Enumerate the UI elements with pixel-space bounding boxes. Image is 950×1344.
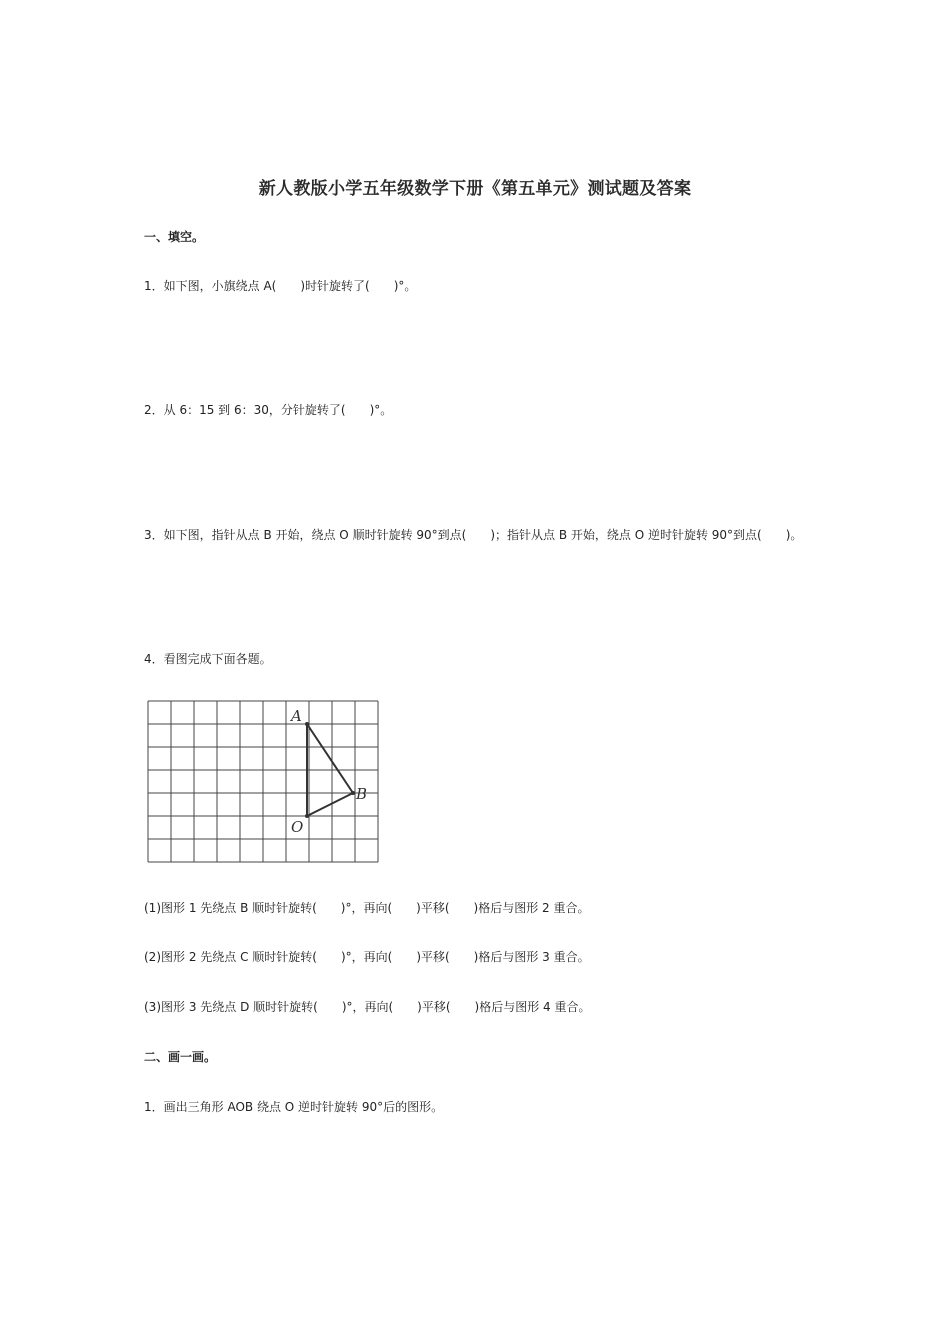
section-heading-draw: 二、画一画。 — [144, 1050, 217, 1064]
question-4-part-2: (2)图形 2 先绕点 C 顺时针旋转( )°，再向( )平移( )格后与图形 3 重合。 — [144, 950, 590, 964]
point-o — [305, 814, 309, 818]
question-2: 2．从 6：15 到 6：30，分针旋转了( )°。 — [144, 403, 393, 417]
point-a — [305, 722, 309, 726]
question-4: 4．看图完成下面各题。 — [144, 652, 272, 666]
label-b: B — [356, 785, 368, 803]
question-1: 1．如下图，小旗绕点 A( )时针旋转了( )°。 — [144, 279, 417, 293]
label-a: A — [291, 707, 302, 725]
grid-figure — [145, 699, 379, 863]
segment-ob — [307, 793, 353, 816]
triangle-grid-diagram — [145, 699, 379, 863]
grid-lines — [148, 701, 378, 862]
document-title: 新人教版小学五年级数学下册《第五单元》测试题及答案 — [258, 179, 692, 199]
label-o: O — [291, 818, 304, 836]
question-4-part-3: (3)图形 3 先绕点 D 顺时针旋转( )°，再向( )平移( )格后与图形 4 重合。 — [144, 1000, 591, 1014]
point-b — [351, 791, 355, 795]
draw-question-1: 1．画出三角形 AOB 绕点 O 逆时针旋转 90°后的图形。 — [144, 1100, 444, 1114]
segment-ab — [307, 724, 353, 793]
section-heading-fill-in: 一、填空。 — [144, 230, 205, 244]
question-3: 3．如下图，指针从点 B 开始，绕点 O 顺时针旋转 90°到点( )；指针从点 B 开始，绕点 O 逆时针旋转 90°到点( )。 — [144, 528, 803, 542]
question-4-part-1: (1)图形 1 先绕点 B 顺时针旋转( )°，再向( )平移( )格后与图形 2 重合。 — [144, 901, 590, 915]
